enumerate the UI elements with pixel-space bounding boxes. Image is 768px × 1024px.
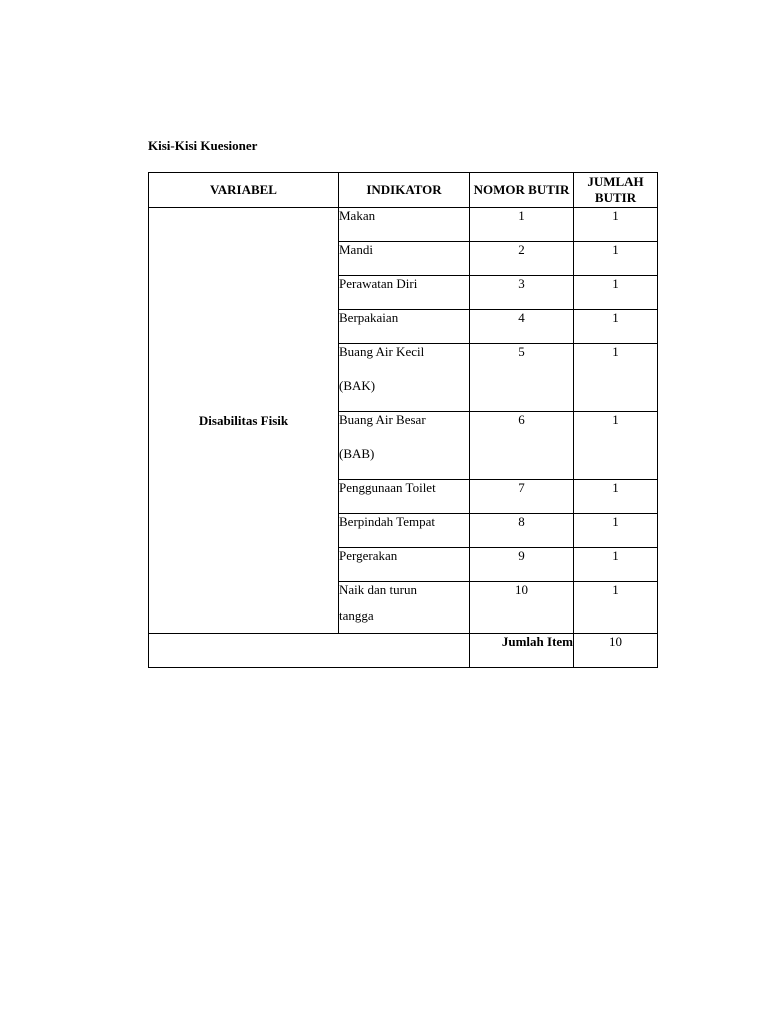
- nomor-cell: 4: [470, 310, 574, 344]
- questionnaire-grid-table: [148, 172, 658, 668]
- indicator-line: Buang Air Kecil: [339, 344, 425, 359]
- jumlah-cell: 1: [574, 582, 658, 634]
- indicator-line-cont: (BAB): [339, 446, 375, 461]
- indicator-cell: [339, 412, 470, 480]
- nomor-cell: 1: [470, 208, 574, 242]
- variable-cell: Disabilitas Fisik: [149, 208, 339, 634]
- header-jumlah-butir: JUMLAH BUTIR: [574, 173, 658, 208]
- jumlah-cell: 1: [574, 480, 658, 514]
- header-nomor-butir: NOMOR BUTIR: [470, 173, 574, 208]
- indicator-line: Naik dan turun: [339, 582, 417, 597]
- jumlah-cell: 1: [574, 412, 658, 480]
- nomor-cell: 5: [470, 344, 574, 412]
- jumlah-cell: 1: [574, 208, 658, 242]
- indicator-cell: [339, 582, 470, 634]
- nomor-cell: 7: [470, 480, 574, 514]
- indicator-cell: Mandi: [339, 242, 470, 276]
- indicator-line-cont: tangga: [339, 608, 374, 623]
- indicator-cell: Berpakaian: [339, 310, 470, 344]
- total-row: [149, 634, 658, 668]
- jumlah-cell: 1: [574, 310, 658, 344]
- jumlah-cell: 1: [574, 548, 658, 582]
- total-label: Jumlah Item: [470, 634, 574, 668]
- indicator-cell: Perawatan Diri: [339, 276, 470, 310]
- indicator-cell: Berpindah Tempat: [339, 514, 470, 548]
- jumlah-cell: 1: [574, 514, 658, 548]
- jumlah-cell: 1: [574, 276, 658, 310]
- document-title: Kisi-Kisi Kuesioner: [148, 138, 258, 153]
- nomor-cell: 2: [470, 242, 574, 276]
- nomor-cell: 6: [470, 412, 574, 480]
- table-header-row: [149, 173, 658, 208]
- jumlah-cell: 1: [574, 242, 658, 276]
- header-indikator: INDIKATOR: [339, 173, 470, 208]
- nomor-cell: 10: [470, 582, 574, 634]
- total-value: 10: [574, 634, 658, 668]
- header-variabel: VARIABEL: [149, 173, 339, 208]
- nomor-cell: 9: [470, 548, 574, 582]
- indicator-cell: Penggunaan Toilet: [339, 480, 470, 514]
- table-row: [149, 208, 658, 242]
- indicator-cell: [339, 344, 470, 412]
- nomor-cell: 3: [470, 276, 574, 310]
- nomor-cell: 8: [470, 514, 574, 548]
- jumlah-cell: 1: [574, 344, 658, 412]
- indicator-cell: Makan: [339, 208, 470, 242]
- indicator-line-cont: (BAK): [339, 378, 376, 393]
- indicator-line: Buang Air Besar: [339, 412, 426, 427]
- total-spacer-cell: [149, 634, 470, 668]
- indicator-cell: Pergerakan: [339, 548, 470, 582]
